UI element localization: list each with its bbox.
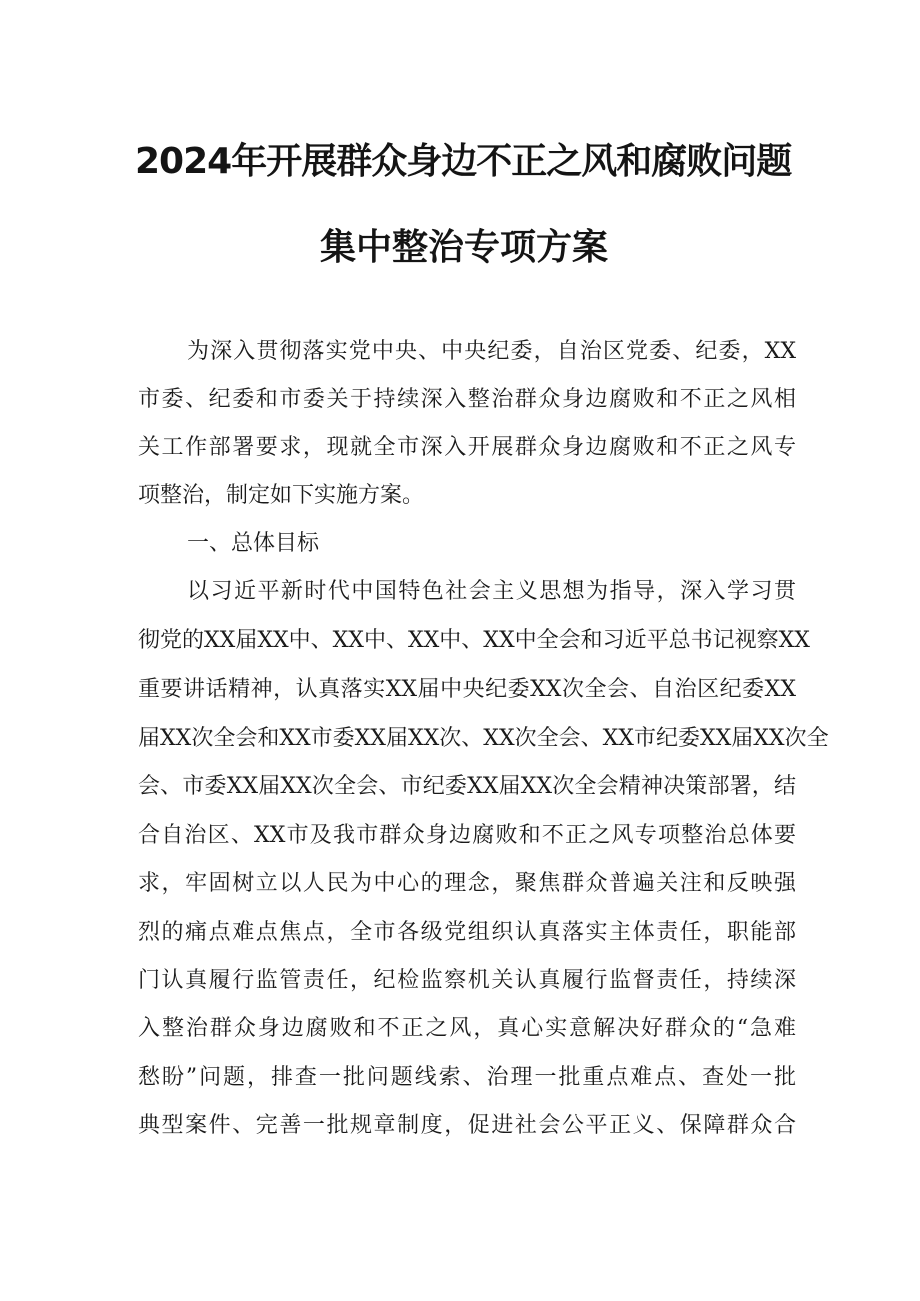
paragraph-line: 门认真履行监管责任，纪检监察机关认真履行监督责任，持续深 <box>138 968 796 993</box>
paragraph-line: 重要讲话精神，认真落实XX届中央纪委XX次全会、自治区纪委XX <box>138 677 796 702</box>
paragraph-line: 入整治群众身边腐败和不正之风，真心实意解决好群众的“急难 <box>138 1016 796 1041</box>
paragraph-line: 求，牢固树立以人民为中心的理念，聚焦群众普遍关注和反映强 <box>138 871 796 896</box>
paragraph-line: 烈的痛点难点焦点，全市各级党组织认真落实主体责任，职能部 <box>138 920 796 945</box>
document-title-line-2: 集中整治专项方案 <box>319 227 608 268</box>
paragraph-line: 典型案件、完善一批规章制度，促进社会公平正义、保障群众合 <box>138 1113 796 1138</box>
document-title-line-1: 2024年开展群众身边不正之风和腐败问题 <box>135 141 792 182</box>
paragraph-line: 项整治，制定如下实施方案。 <box>138 483 425 508</box>
paragraph-line: 为深入贯彻落实党中央、中央纪委，自治区党委、纪委，XX <box>187 339 796 364</box>
paragraph-line: 届XX次全会和XX市委XX届XX次、XX次全会、XX市纪委XX届XX次全 <box>138 726 829 751</box>
paragraph-line: 彻党的XX届XX中、XX中、XX中、XX中全会和习近平总书记视察XX <box>138 628 810 653</box>
paragraph-line: 愁盼”问题，排查一批问题线索、治理一批重点难点、查处一批 <box>138 1065 796 1090</box>
paragraph-line: 合自治区、XX市及我市群众身边腐败和不正之风专项整治总体要 <box>138 823 796 848</box>
paragraph-line: 关工作部署要求，现就全市深入开展群众身边腐败和不正之风专 <box>138 435 796 460</box>
paragraph-line: 以习近平新时代中国特色社会主义思想为指导，深入学习贯 <box>187 579 796 604</box>
section-heading: 一、总体目标 <box>187 531 320 556</box>
paragraph-line: 会、市委XX届XX次全会、市纪委XX届XX次全会精神决策部署，结 <box>138 774 796 799</box>
paragraph-line: 市委、纪委和市委关于持续深入整治群众身边腐败和不正之风相 <box>138 387 796 412</box>
